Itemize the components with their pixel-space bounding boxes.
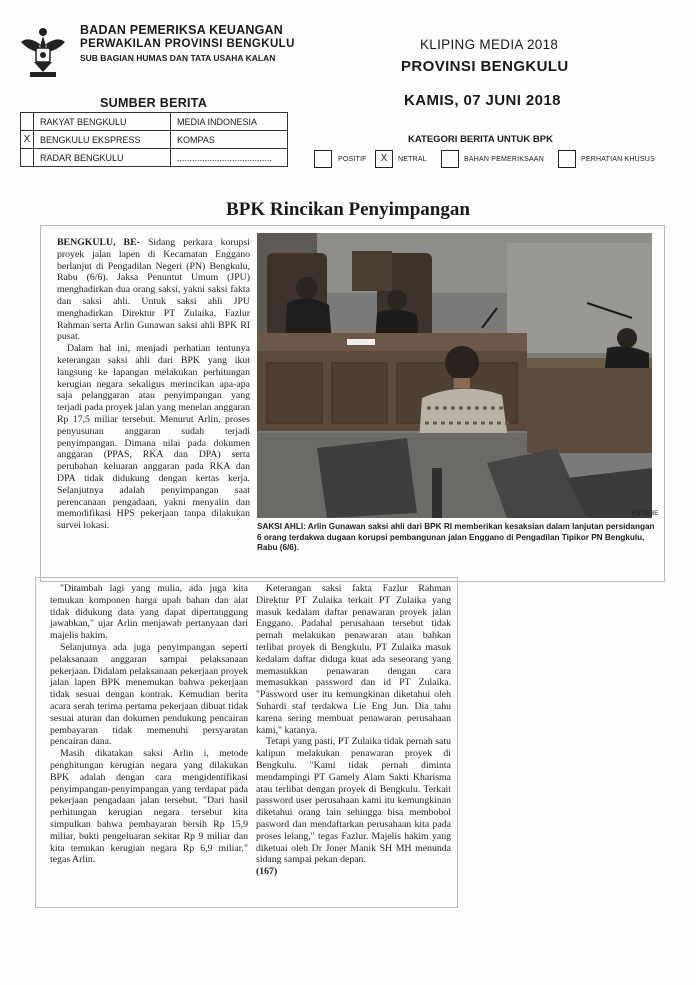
source-row (21, 149, 288, 167)
source-row (21, 113, 288, 131)
sources-title: SUMBER BERITA (100, 96, 208, 110)
category-label-netral: NETRAL (398, 156, 427, 163)
photo-credit: FOTO/BE (632, 511, 659, 517)
article-headline: BPK Rincikan Penyimpangan (226, 199, 470, 220)
province-title: PROVINSI BENGKULU (401, 58, 569, 75)
sources-table (20, 112, 288, 167)
article-column-1 (57, 237, 250, 532)
category-title: KATEGORI BERITA UNTUK BPK (408, 134, 553, 145)
article-paragraph: Tetapi yang pasti, PT Zulaika tidak pernah satu kalipun melakukan penawaran proyek di Bengkulu. "Kami tidak pernah diminta mendampingi PT Gamely Alam Sakti Kharisma atau terlibat dengan proyek di Bengkulu. Terkait password user perusahaan kami itu kemungkinan diketahui orang lain sehingga bisa membobol pasword dan mendaftarkan perusahaan kita pada proses lelang," tegas Fazlur. Majelis hakim yang diketuai oleh Dr Joner Manik SH MH menunda sidang sampai pekan depan. (256, 736, 451, 866)
article-paragraph: Selanjutnya ada juga penyimpangan seperti pelaksanaan anggaran sampai pelaksanaan pekerjaan. Didalam pelaksanaan pekerjaan proyek jalan lapen BPK menemukan bahwa pekerjaan tidak sesuai dengan kontrak. Kemudian berita acara serah terima pertama pekerjaan dibuat tidak sesuai aturan dan dokumen pendukung pencairan pembayaran tidak memenuhi persyaratan pencairan dana. (50, 641, 248, 748)
source-right: MEDIA INDONESIA (171, 113, 288, 131)
source-row (21, 131, 288, 149)
organization-name (80, 23, 295, 63)
photo-caption: SAKSI AHLI: Arlin Gunawan saksi ahli dari BPK RI memberikan kesaksian dalam lanjutan persidangan 6 orang terdakwa dugaan korupsi pembangunan jalan Enggano di Pengadilan Tipikor PN Bengkulu, Rabu (6/6). (257, 522, 655, 553)
source-right: ...................................... (171, 149, 288, 167)
category-checkbox-perhatian-khusus[interactable] (558, 150, 576, 168)
source-mark: X (21, 131, 34, 149)
article-column-2 (50, 583, 248, 866)
courtroom-photo (257, 233, 652, 518)
dateline: BENGKULU, BE- (57, 237, 140, 248)
org-line-3: SUB BAGIAN HUMAS DAN TATA USAHA KALAN (80, 53, 276, 63)
article-paragraph: Dalam hal ini, menjadi perhatian tentunya keterangan saksi ahli dari BPK yang ikut langsung ke lapangan melakukan perhitungan kerugian negara sekaligus merincikan apa-apa saja pelanggaran atau penyimpangan yang terjadi pada proyek jalan yang menelan anggaran Rp 17,5 miliar tersebut. Menurut Arlin, proses penyusunan anggaran sudah terjadi penyimpangan. Dimana nilai pada dokumen anggaran (PPAS, RKA dan DPA) serta perubahan keluaran anggaran pada RKA dan DPA tidak didukung dengan kertas kerja. Selanjutnya adalah penyimpangan saat perencanaan pengadaan, yakni menyalin dan memodifikasi HPS pekerjaan tanpa dilakukan survei lokasi. (57, 343, 250, 532)
category-checkbox-netral[interactable]: X (375, 150, 393, 168)
article-column-3 (256, 583, 451, 878)
category-label-perhatian-khusus: PERHATIAN KHUSUS (581, 156, 655, 163)
category-checkbox-positif[interactable] (314, 150, 332, 168)
source-mark (21, 149, 34, 167)
source-left: RAKYAT BENGKULU (34, 113, 171, 131)
article-paragraph: "Ditambah lagi yang mulia, ada juga kita temukan komponen harga upah bahan dan alat tidak didukung data yang dapat dipertanggung jawabkan," ujar Arlin menjawab pertanyaan dari majelis hakim. (50, 583, 248, 642)
article-paragraph: Masih dikatakan saksi Arlin i, metode penghitungan kerugian negara yang dilakukan BPK adalah dengan cara mengidentifikasi penyimpangan-penyimpangan yang terdapat pada pekerjaan pengadaan jalan tersebut. "Dari hasil perhitungan kerugian negara tersebut kita simpulkan bahwa pembayaran bersih Rp 15,9 miliar, bukti pengeluaran sekitar Rp 9 miliar dan kita temukan kerugian negara Rp 6,9 miliar," tegas Arlin. (50, 748, 248, 866)
source-left: BENGKULU EKSPRESS (34, 131, 171, 149)
bpk-logo (18, 24, 68, 80)
source-mark (21, 113, 34, 131)
article-paragraph: Keterangan saksi fakta Fazlur Rahman Direktur PT Zulaika terkait PT Zulaika yang masuk kedalam daftar penawaran proyek jalan Enggano. Padahal perusahaan tersebut tidak pernah melakukan penawaran atau bahkan terlibat proyek di Bengkulu. PT Zulaika masuk kedalam daftar diduga kuat ada seseorang yang memasukkan penawaran dengan cara memasukkan password dan id PT Zulaika. "Password user itu kemungkinan diketahui oleh Suhardi staf terdakwa Lie Eng Jun. Dia tahu karena sering membuat penawaran perusahaan kami," katanya. (256, 583, 451, 736)
source-left: RADAR BENGKULU (34, 149, 171, 167)
article-paragraph: BENGKULU, BE- Sidang perkara korupsi proyek jalan lapen di Kecamatan Enggano berlanjut di Pengadilan Negeri (PN) Bengkulu, Rabu (6/6). Jaksa Penuntut Umum (JPU) menghadirkan dua orang saksi, yakni saksi fakta dan saksi ahli. Untuk saksi ahli JPU menghadirkan Direktur PT Zulaika, Fazlur Rahman serta Arlin Gunawan saksi ahli BPK RI pusat. (57, 237, 250, 343)
category-checkbox-bahan-pemeriksaan[interactable] (441, 150, 459, 168)
category-label-positif: POSITIF (338, 156, 367, 163)
kliping-title: KLIPING MEDIA 2018 (420, 37, 559, 52)
org-line-1: BADAN PEMERIKSA KEUANGAN (80, 23, 283, 37)
org-line-2: PERWAKILAN PROVINSI BENGKULU (80, 38, 295, 50)
category-label-bahan-pemeriksaan: BAHAN PEMERIKSAAN (464, 156, 545, 163)
clipping-date: KAMIS, 07 JUNI 2018 (404, 92, 561, 109)
author-code: (167) (256, 866, 278, 878)
source-right: KOMPAS (171, 131, 288, 149)
